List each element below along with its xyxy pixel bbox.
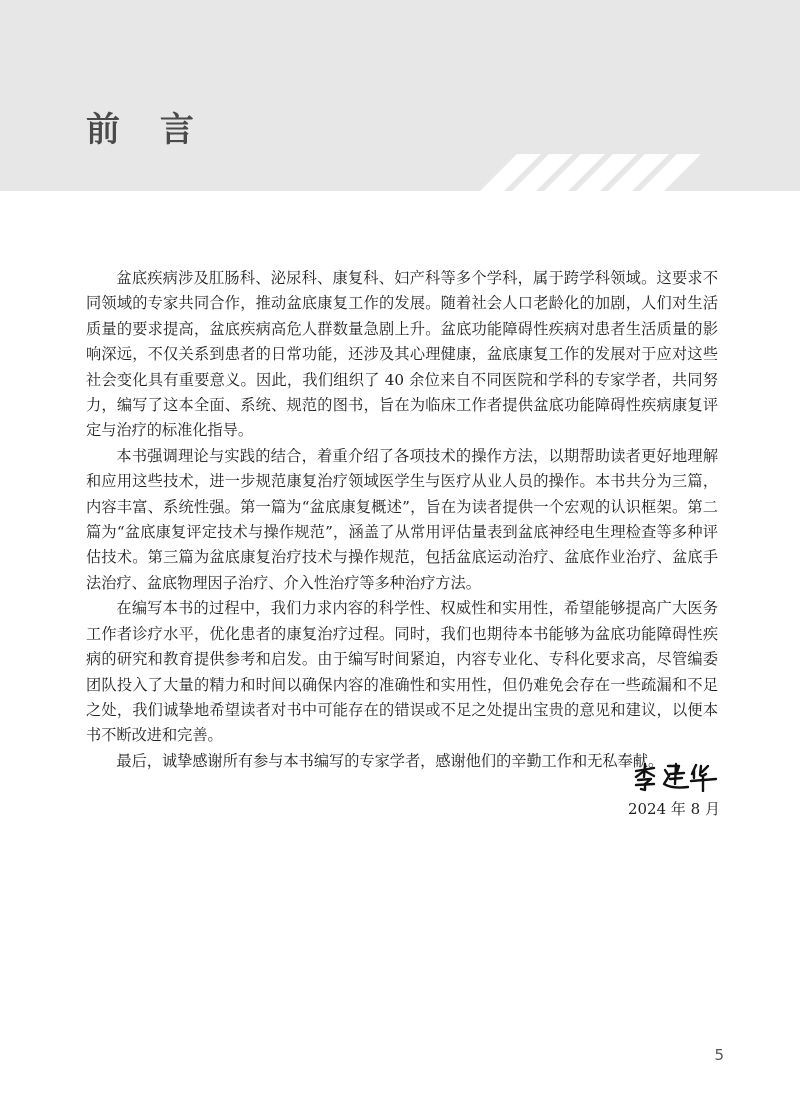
preface-paragraph: 盆底疾病涉及肛肠科、泌尿科、康复科、妇产科等多个学科，属于跨学科领域。这要求不同领域的专家共同合作，推动盆底康复工作的发展。随着社会人口老龄化的加剧，人们对生活质量的要求提高，盆底疾病高危人群数量急剧上升。盆底功能障碍性疾病对患者生活质量的影响深远，不仅关系到患者的日常功能，还涉及其心理健康，盆底康复工作的发展对于应对这些社会变化具有重要意义。因此，我们组织了 40 余位来自不同医院和学科的专家学者，共同努力，编写了这本全面、系统、规范的图书，旨在为临床工作者提供盆底功能障碍性疾病康复评定与治疗的标准化指导。 (86, 269, 718, 440)
preface-paragraph: 本书强调理论与实践的结合，着重介绍了各项技术的操作方法，以期帮助读者更好地理解和应用这些技术，进一步规范康复治疗领域医学生与医疗从业人员的操作。本书共分为三篇，内容丰富、系统性强。第一篇为“盆底康复概述”，旨在为读者提供一个宏观的认识框架。第二篇为“盆底康复评定技术与操作规范”，涵盖了从常用评估量表到盆底神经电生理检查等多种评估技术。第三篇为盆底康复治疗技术与操作规范，包括盆底运动治疗、盆底作业治疗、盆底手法治疗、盆底物理因子治疗、介入性治疗等多种治疗方法。 (86, 446, 718, 592)
handwritten-signature (632, 762, 720, 792)
preface-body (86, 266, 718, 774)
page-title: 前 言 (86, 110, 208, 150)
preface-paragraph: 在编写本书的过程中，我们力求内容的科学性、权威性和实用性，希望能够提高广大医务工作者诊疗水平，优化患者的康复治疗过程。同时，我们也期待本书能够为盆底功能障碍性疾病的研究和教育提供参考和启发。由于编写时间紧迫，内容专业化、专科化要求高，尽管编委团队投入了大量的精力和时间以确保内容的准确性和实用性，但仍难免会存在一些疏漏和不足之处，我们诚挚地希望读者对书中可能存在的错误或不足之处提出宝贵的意见和建议，以便本书不断改进和完善。 (86, 599, 718, 745)
page-number: 5 (714, 1046, 724, 1064)
decorative-stripes (462, 154, 800, 191)
preface-date: 2024 年 8 月 (627, 800, 720, 818)
preface-paragraph: 最后，诚挚感谢所有参与本书编写的专家学者，感谢他们的辛勤工作和无私奉献。 (116, 751, 664, 770)
